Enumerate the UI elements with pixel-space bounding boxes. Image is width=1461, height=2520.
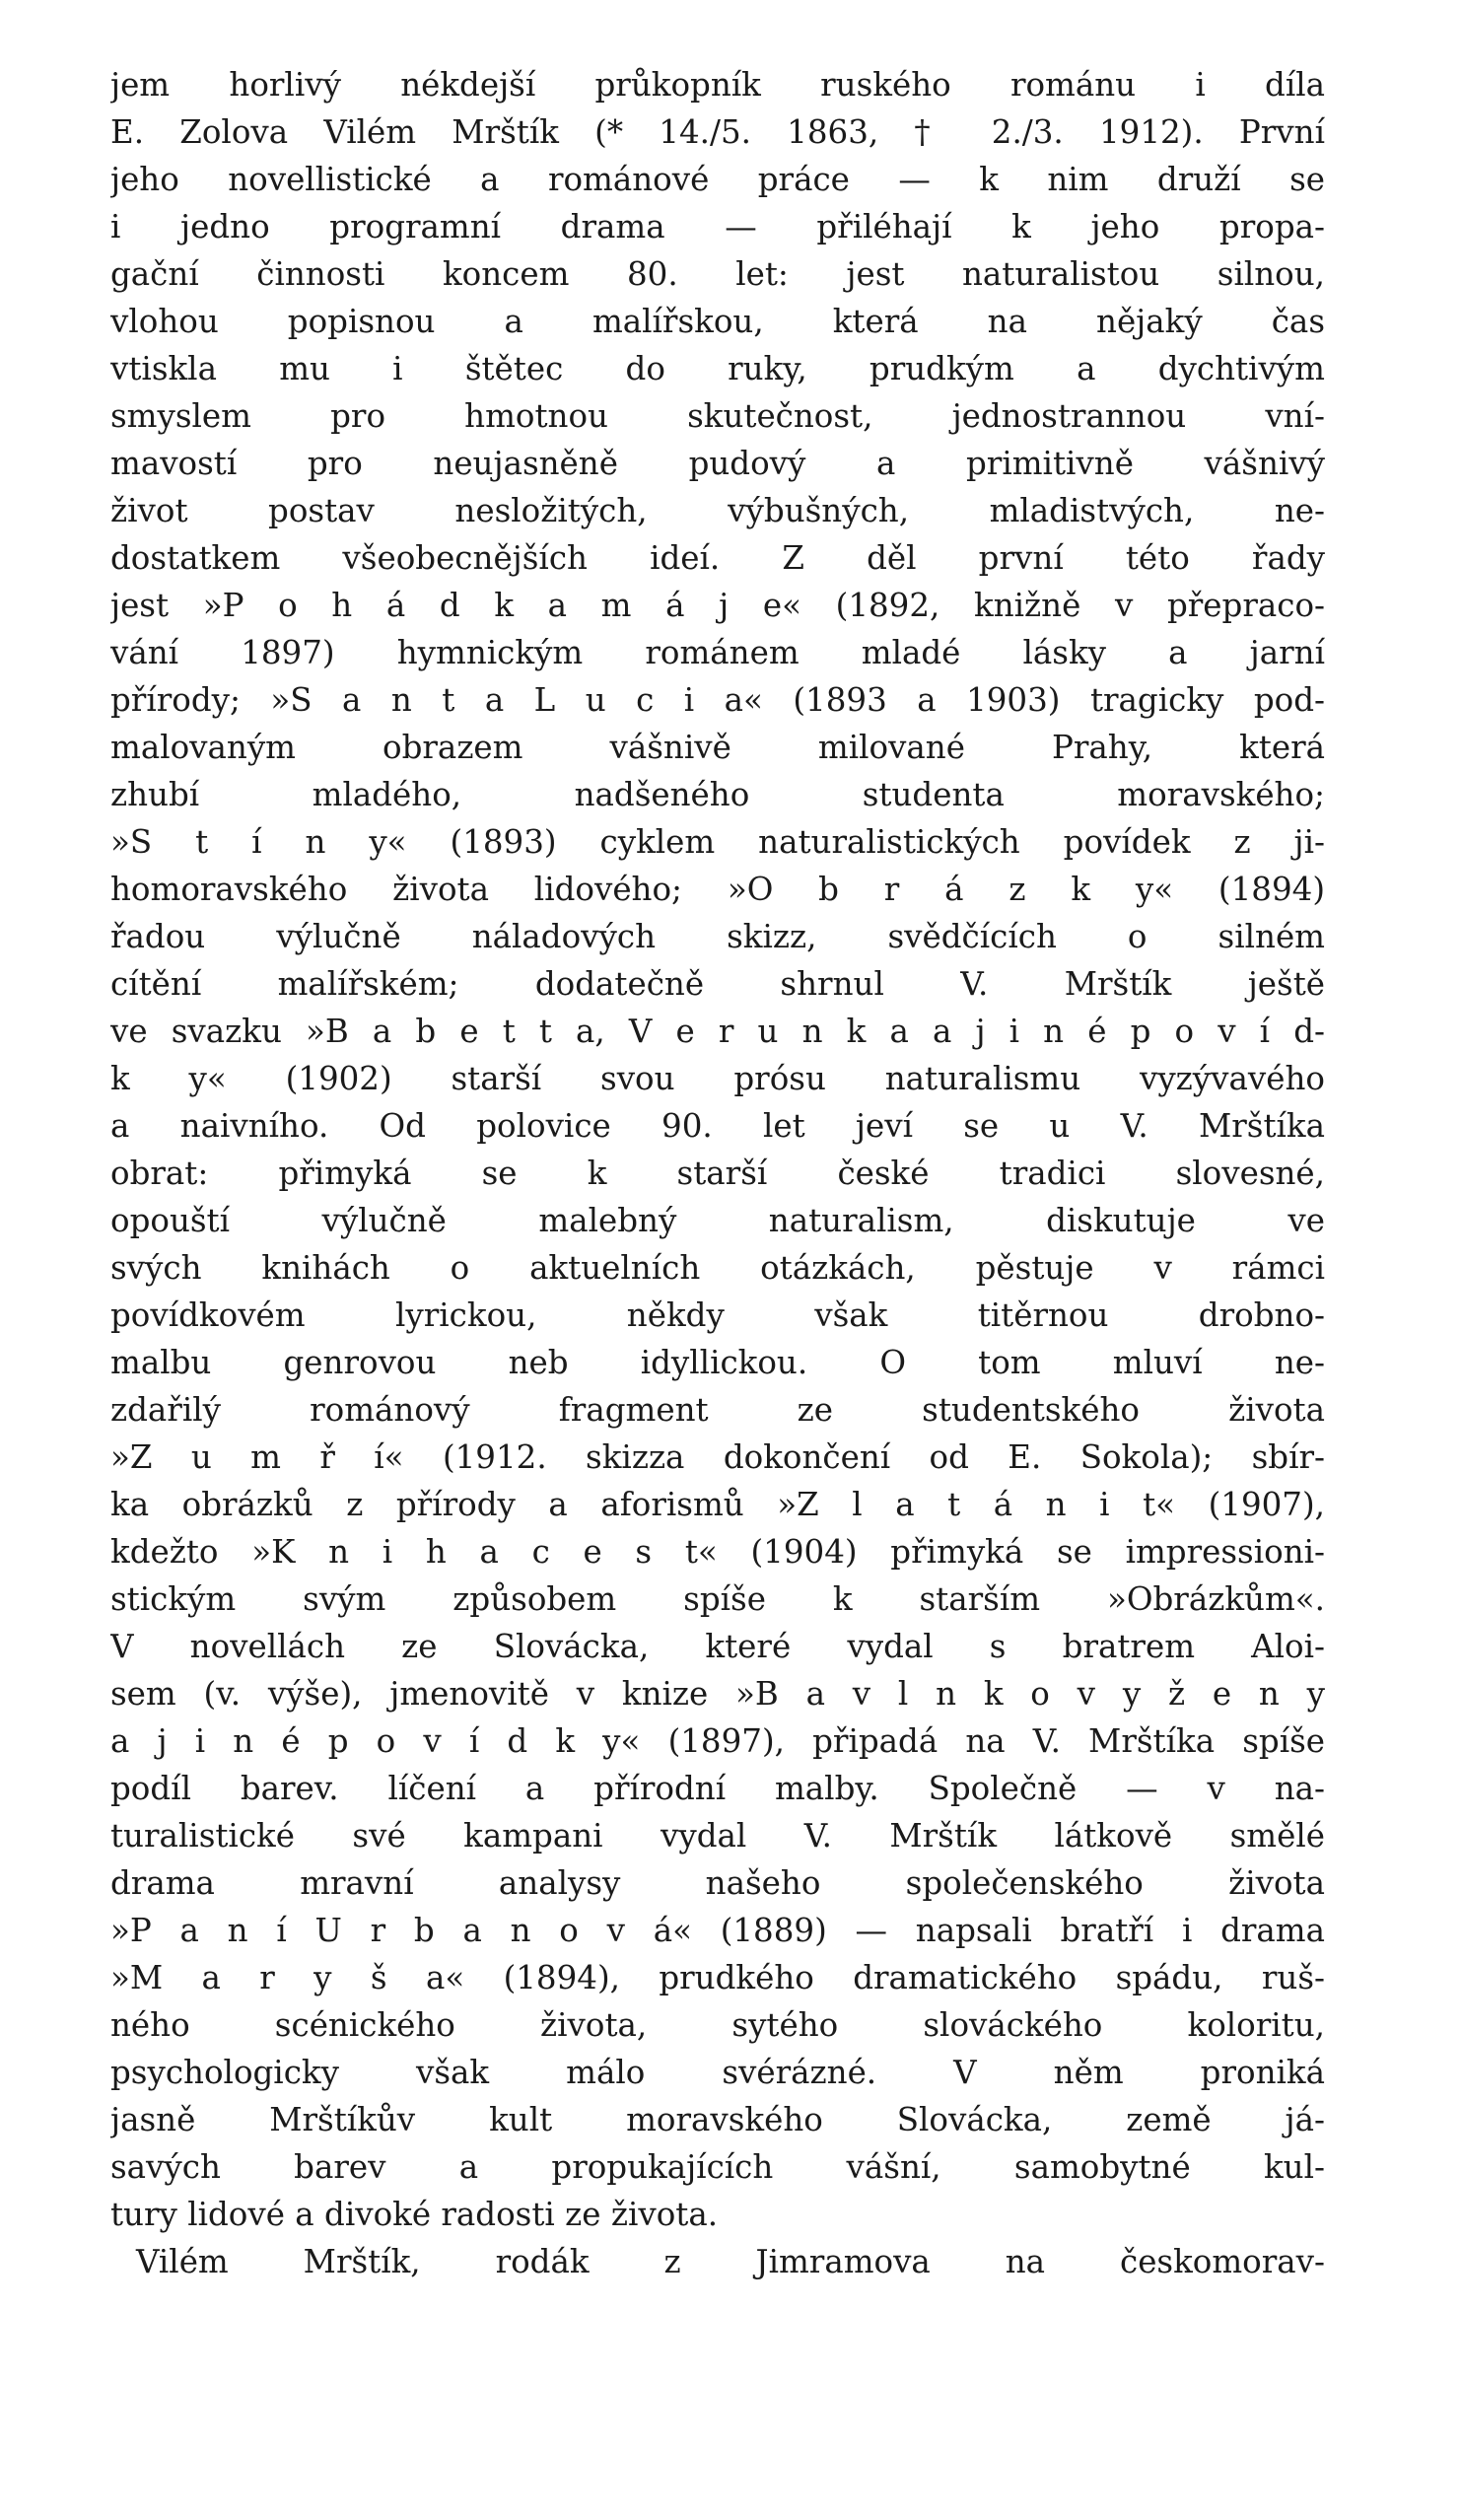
text-line-2: E. Zolova Vilém Mrštík (* 14./5. 1863, † 2./3. 1912). První	[110, 113, 1325, 151]
text-line-13: vání 1897) hymnickým románem mladé lásky a jarní	[110, 634, 1325, 671]
text-line-26: svých knihách o aktuelních otázkách, pěstuje v rámci	[110, 1249, 1325, 1287]
text-line-27: povídkovém lyrickou, někdy však titěrnou drobno-	[110, 1296, 1325, 1334]
text-line-44: jasně Mrštíkův kult moravského Slovácka, země já-	[110, 2101, 1325, 2138]
text-line-11: dostatkem všeobecnějších ideí. Z děl první této řady	[110, 539, 1325, 577]
text-line-4: i jedno programní drama — přiléhají k jeho propa-	[110, 208, 1325, 245]
text-line-9: mavostí pro neujasněně pudový a primitivně vášnivý	[110, 445, 1325, 482]
text-line-1: jem horlivý nékdejší průkopník ruského románu i díla	[110, 66, 1325, 104]
text-line-46: tury lidové a divoké radosti ze života.	[110, 2196, 719, 2233]
text-line-29: zdařilý románový fragment ze studentského života	[110, 1391, 1325, 1429]
text-line-14: přírody; »S a n t a L u c i a« (1893 a 1903) tragicky pod-	[110, 681, 1325, 719]
text-line-41: »M a r y š a« (1894), prudkého dramatického spádu, ruš-	[110, 1959, 1325, 1996]
text-line-16: zhubí mladého, nadšeného studenta moravského;	[110, 776, 1325, 813]
text-line-19: řadou výlučně náladových skizz, svědčících o silném	[110, 918, 1325, 955]
text-line-43: psychologicky však málo svérázné. V něm proniká	[110, 2054, 1325, 2091]
text-line-6: vlohou popisnou a malířskou, která na nějaký čas	[110, 303, 1325, 340]
text-line-35: sem (v. výše), jmenovitě v knize »B a v l n k o v y ž e n y	[110, 1675, 1325, 1713]
text-line-24: obrat: přimyká se k starší české tradici slovesné,	[110, 1155, 1325, 1192]
text-line-32: kdežto »K n i h a c e s t« (1904) přimyká se impressioni-	[110, 1533, 1325, 1571]
text-line-34: V novellách ze Slovácka, které vydal s bratrem Aloi-	[110, 1628, 1325, 1665]
text-line-7: vtiskla mu i štětec do ruky, prudkým a dychtivým	[110, 350, 1325, 387]
text-line-47: Vilém Mrštík, rodák z Jimramova na českomorav-	[136, 2243, 1325, 2280]
text-line-36: a j i n é p o v í d k y« (1897), připadá na V. Mrštíka spíše	[110, 1722, 1325, 1760]
text-line-33: stickým svým způsobem spíše k starším »Obrázkům«.	[110, 1580, 1325, 1618]
text-line-8: smyslem pro hmotnou skutečnost, jednostrannou vní-	[110, 397, 1325, 435]
text-line-18: homoravského života lidového; »O b r á z k y« (1894)	[110, 871, 1325, 908]
text-line-40: »P a n í U r b a n o v á« (1889) — napsali bratří i drama	[110, 1912, 1325, 1949]
text-line-3: jeho novellistické a románové práce — k nim druží se	[110, 161, 1325, 198]
text-line-22: k y« (1902) starší svou prósu naturalismu vyzývavého	[110, 1060, 1325, 1097]
text-line-30: »Z u m ř í« (1912. skizza dokončení od E. Sokola); sbír-	[110, 1438, 1325, 1476]
text-line-28: malbu genrovou neb idyllickou. O tom mluví ne-	[110, 1344, 1325, 1381]
text-line-38: turalistické své kampani vydal V. Mrštík látkově smělé	[110, 1817, 1325, 1855]
text-line-15: malovaným obrazem vášnivě milované Prahy, která	[110, 729, 1325, 766]
document-page	[110, 61, 1325, 2285]
text-line-5: gační činnosti koncem 80. let: jest naturalistou silnou,	[110, 255, 1325, 293]
text-line-20: cítění malířském; dodatečně shrnul V. Mrštík ještě	[110, 965, 1325, 1003]
text-line-23: a naivního. Od polovice 90. let jeví se u V. Mrštíka	[110, 1107, 1325, 1145]
text-line-21: ve svazku »B a b e t t a, V e r u n k a a j i n é p o v í d-	[110, 1013, 1325, 1050]
text-line-25: opouští výlučně malebný naturalism, diskutuje ve	[110, 1202, 1325, 1239]
text-line-17: »S t í n y« (1893) cyklem naturalistických povídek z ji-	[110, 823, 1325, 861]
text-line-31: ka obrázků z přírody a aforismů »Z l a t á n i t« (1907),	[110, 1486, 1325, 1523]
text-line-10: život postav nesložitých, výbušných, mladistvých, ne-	[110, 492, 1325, 529]
text-line-45: savých barev a propukajících vášní, samobytné kul-	[110, 2148, 1325, 2186]
text-line-12: jest »P o h á d k a m á j e« (1892, knižně v přepraco-	[110, 587, 1325, 624]
text-line-39: drama mravní analysy našeho společenského života	[110, 1864, 1325, 1902]
text-line-37: podíl barev. líčení a přírodní malby. Společně — v na-	[110, 1770, 1325, 1807]
text-line-42: ného scénického života, sytého slováckého koloritu,	[110, 2006, 1325, 2044]
